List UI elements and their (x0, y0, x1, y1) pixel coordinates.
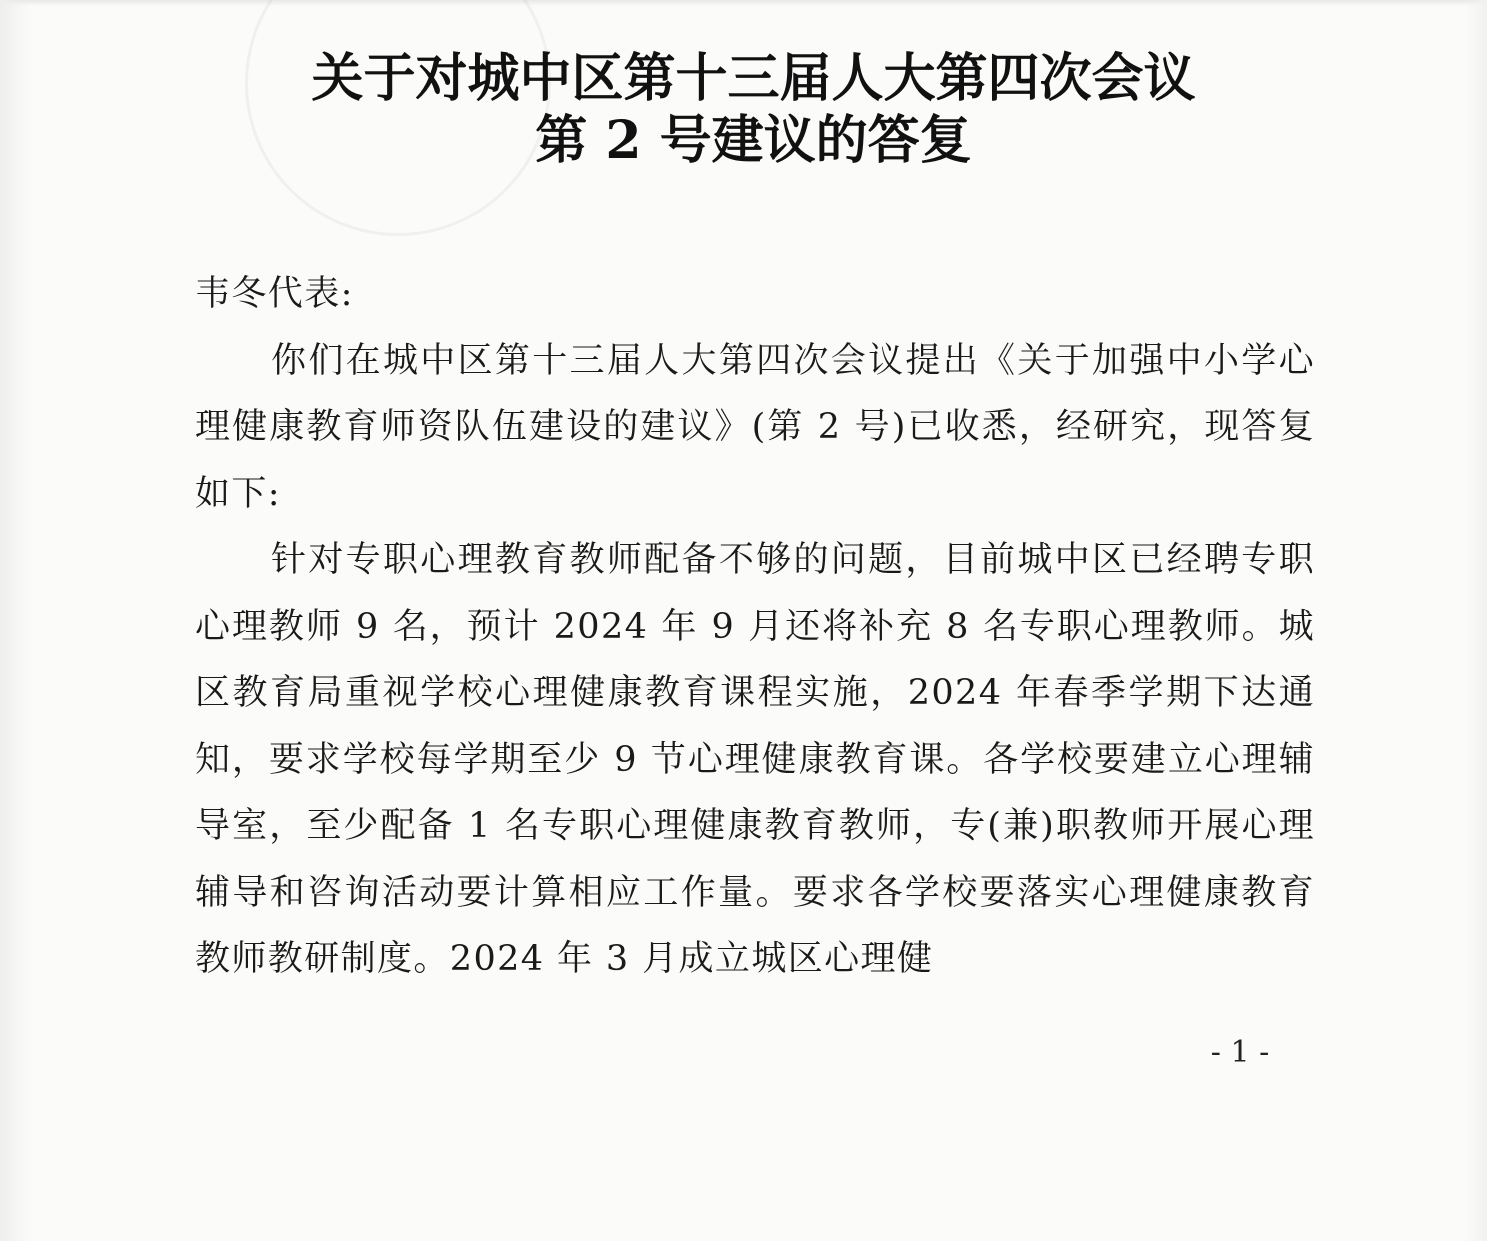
scan-shadow-left (0, 0, 30, 1241)
page-number: - 1 - (1210, 1035, 1270, 1070)
paragraph-2: 针对专职心理教育教师配备不够的问题，目前城中区已经聘专职心理教师 9 名，预计 2024 年 9 月还将补充 8 名专职心理教师。城区教育局重视学校心理健康教育课程实施，2024 年春季学期下达通知，要求学校每学期至少 9 节心理健康教育课。各学校要建立心理辅导室，至少配备 1 名专职心理健康教育教师，专(兼)职教师开展心理辅导和咨询活动要计算相应工作量。要求各学校要落实心理健康教育教师教研制度。2024 年 3 月成立城区心理健 (195, 540, 1315, 979)
document-title (0, 48, 1487, 172)
paragraph-1: 你们在城中区第十三届人大第四次会议提出《关于加强中小学心理健康教育师资队伍建设的建议》(第 2 号)已收悉，经研究，现答复如下: (195, 340, 1315, 514)
scan-shadow-right (1465, 0, 1487, 1241)
title-line-2: 第 2 号建议的答复 (535, 110, 972, 171)
document-body (195, 261, 1315, 993)
scan-shadow-top (0, 0, 1487, 6)
title-line-1: 关于对城中区第十三届人大第四次会议 (311, 48, 1196, 109)
salutation: 韦冬代表: (195, 274, 354, 314)
